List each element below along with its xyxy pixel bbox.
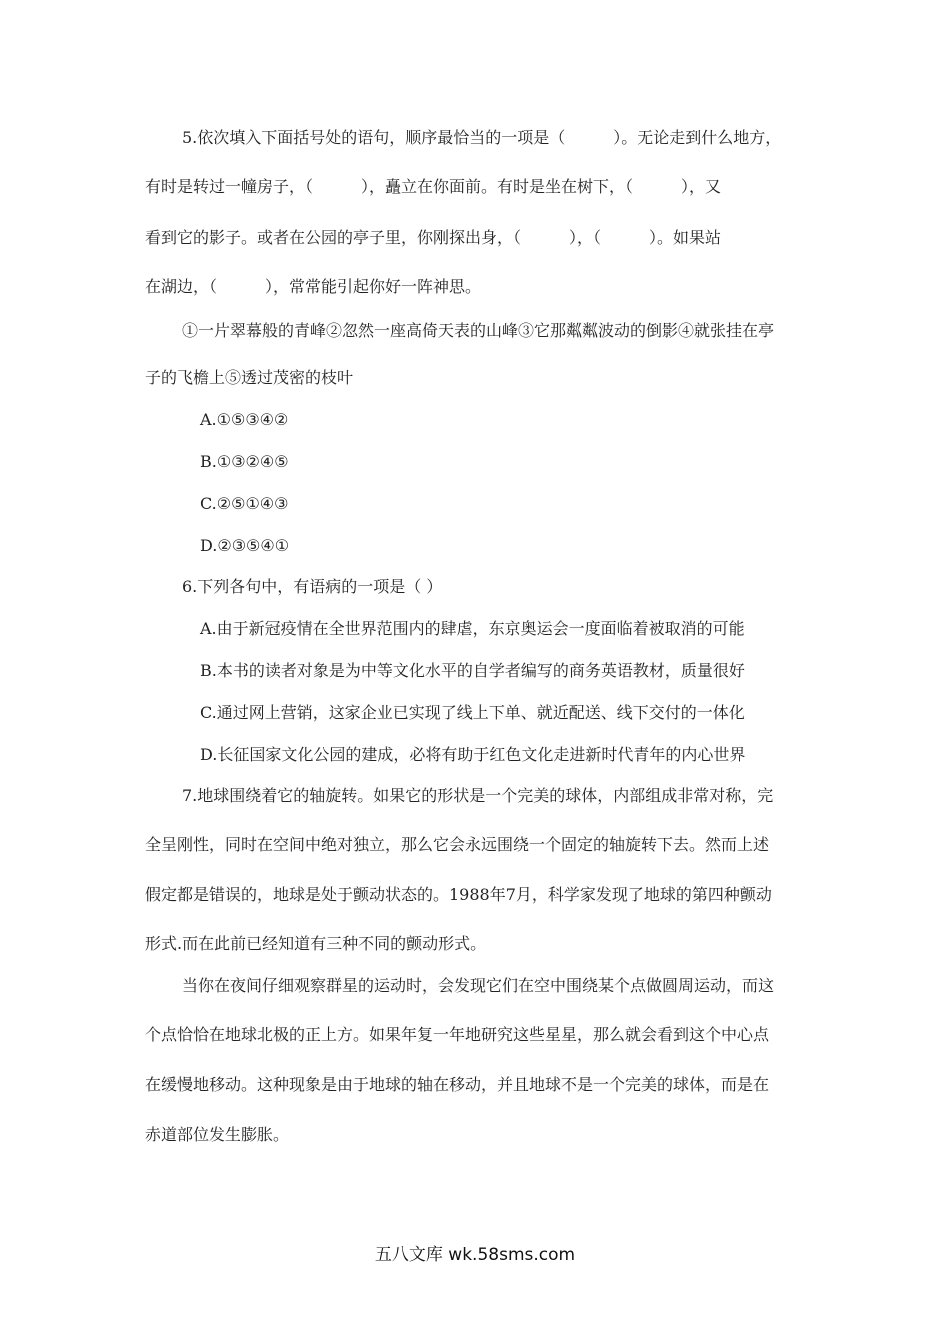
q6-stem: 6.下列各句中，有语病的一项是（ ） (182, 577, 443, 596)
q5-line-1: 5.依次填入下面括号处的语句，顺序最恰当的一项是（ ）。无论走到什么地方， (182, 128, 782, 147)
q5-option-a: A.①⑤③④② (200, 410, 289, 429)
q6-option-c: C.通过网上营销，这家企业已实现了线上下单、就近配送、线下交付的一体化 (200, 703, 745, 722)
footer-watermark: 五八文库 wk.58sms.com (374, 1245, 576, 1265)
q7-para2-line-1: 当你在夜间仔细观察群星的运动时，会发现它们在空中围绕某个点做圆周运动，而这 (182, 976, 775, 995)
q7-para1-line-1: 7.地球围绕着它的轴旋转。如果它的形状是一个完美的球体，内部组成非常对称，完 (182, 786, 774, 805)
q5-clauses-line-1: ①一片翠幕般的青峰②忽然一座高倚天表的山峰③它那粼粼波动的倒影④就张挂在亭 (182, 321, 775, 340)
q7-para1-line-2: 全呈刚性，同时在空间中绝对独立，那么它会永远围绕一个固定的轴旋转下去。然而上述 (145, 835, 770, 854)
q5-option-b: B.①③②④⑤ (200, 452, 289, 471)
q5-line-3: 看到它的影子。或者在公园的亭子里，你刚探出身，（ ），（ ）。如果站 (145, 228, 722, 247)
q6-option-d: D.长征国家文化公园的建成，必将有助于红色文化走进新时代青年的内心世界 (200, 745, 746, 764)
q5-line-4: 在湖边，（ ），常常能引起你好一阵神思。 (145, 277, 482, 296)
q5-option-d: D.②③⑤④① (200, 536, 290, 555)
q5-clauses-line-2: 子的飞檐上⑤透过茂密的枝叶 (145, 368, 354, 387)
q7-para1-line-4: 形式.而在此前已经知道有三种不同的颤动形式。 (145, 934, 487, 953)
q7-para2-line-4: 赤道部位发生膨胀。 (145, 1125, 290, 1144)
q7-para2-line-3: 在缓慢地移动。这种现象是由于地球的轴在移动，并且地球不是一个完美的球体，而是在 (145, 1075, 770, 1094)
q5-option-c: C.②⑤①④③ (200, 494, 289, 513)
q6-option-b: B.本书的读者对象是为中等文化水平的自学者编写的商务英语教材，质量很好 (200, 661, 745, 680)
q6-option-a: A.由于新冠疫情在全世界范围内的肆虐，东京奥运会一度面临着被取消的可能 (200, 619, 745, 638)
q5-line-2: 有时是转过一幢房子，（ ），矗立在你面前。有时是坐在树下，（ ），又 (145, 177, 722, 196)
q7-para2-line-2: 个点恰恰在地球北极的正上方。如果年复一年地研究这些星星，那么就会看到这个中心点 (145, 1025, 770, 1044)
q7-para1-line-3: 假定都是错误的，地球是处于颤动状态的。1988年7月，科学家发现了地球的第四种颤动 (145, 885, 772, 904)
